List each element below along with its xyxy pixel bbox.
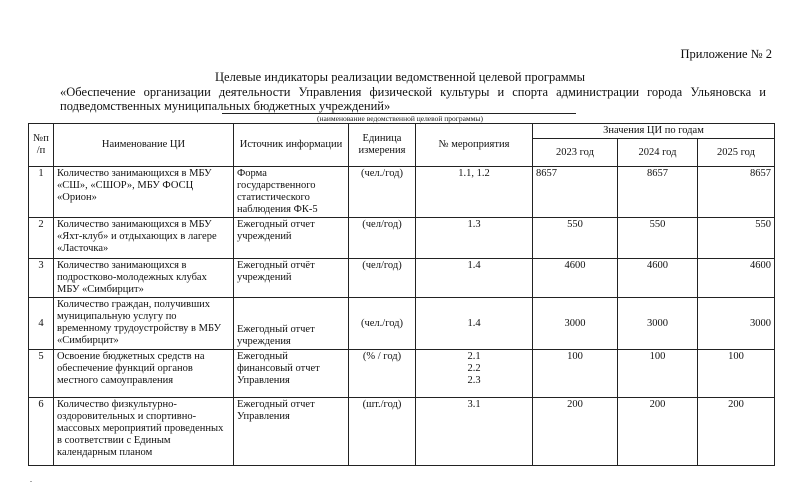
- page-mark: .: [30, 475, 32, 484]
- row-source: Ежегодный отчёт учреждений: [234, 258, 349, 297]
- row-value-2025: 8657: [698, 167, 775, 218]
- table-row: [29, 350, 775, 397]
- row-event: 1.3: [416, 218, 533, 258]
- header-unit: Единица измерения: [349, 124, 416, 167]
- table-row: [29, 397, 775, 466]
- row-unit: (чел./год): [349, 297, 416, 349]
- row-event: 1.4: [416, 258, 533, 297]
- row-value-2025: 100: [698, 350, 775, 397]
- header-year-2024: 2024 год: [618, 139, 698, 167]
- row-num: 5: [29, 350, 54, 397]
- row-value-2024: 550: [618, 218, 698, 258]
- row-value-2025: 550: [698, 218, 775, 258]
- row-name: Количество занимающихся в МБУ «Яхт-клуб» и отдыхающих в лагере «Ласточка»: [54, 218, 234, 258]
- appendix-label: Приложение № 2: [680, 47, 772, 61]
- row-event: 1.1, 1.2: [416, 167, 533, 218]
- row-unit: (чел/год): [349, 258, 416, 297]
- row-unit: (шт./год): [349, 397, 416, 466]
- row-value-2023: 200: [533, 397, 618, 466]
- table-row: [29, 167, 775, 218]
- row-num: 3: [29, 258, 54, 297]
- row-value-2025: 3000: [698, 297, 775, 349]
- row-value-2023: 100: [533, 350, 618, 397]
- row-source: Ежегодный отчет Управления: [234, 397, 349, 466]
- row-value-2023: 8657: [533, 167, 618, 218]
- header-event: № мероприятия: [416, 124, 533, 167]
- row-value-2025: 200: [698, 397, 775, 466]
- row-unit: (чел./год): [349, 167, 416, 218]
- header-source: Источник информации: [234, 124, 349, 167]
- row-value-2024: 200: [618, 397, 698, 466]
- event-number: 2.2: [467, 363, 481, 375]
- row-value-2023: 3000: [533, 297, 618, 349]
- row-name: Количество физкультурно-оздоровительных и спортивно-массовых мероприятий проведенных в соответствии с Единым календарным планом: [54, 397, 234, 466]
- row-value-2024: 3000: [618, 297, 698, 349]
- event-number: 2.1: [467, 351, 481, 363]
- row-value-2025: 4600: [698, 258, 775, 297]
- row-event: 1.4: [416, 297, 533, 349]
- row-value-2023: 550: [533, 218, 618, 258]
- document-title: Целевые индикаторы реализации ведомственной целевой программы: [215, 70, 585, 84]
- row-unit: (чел/год): [349, 218, 416, 258]
- row-value-2024: 100: [618, 350, 698, 397]
- header-values-group: Значения ЦИ по годам: [533, 124, 775, 139]
- row-unit: (% / год): [349, 350, 416, 397]
- event-number: 2.3: [467, 375, 481, 387]
- row-num: 4: [29, 297, 54, 349]
- header-year-2023: 2023 год: [533, 139, 618, 167]
- row-num: 6: [29, 397, 54, 466]
- table-row: [29, 218, 775, 258]
- row-source: Ежегодный финансовый отчет Управления: [234, 350, 349, 397]
- row-source: Ежегодный отчет учреждений: [234, 218, 349, 258]
- row-value-2023: 4600: [533, 258, 618, 297]
- row-num: 1: [29, 167, 54, 218]
- row-name: Количество граждан, получивших муниципальную услугу по временному трудоустройству в МБУ «Симбирцит»: [54, 297, 234, 349]
- row-source: Ежегодный отчет учреждения: [234, 297, 349, 349]
- program-name: «Обеспечение организации деятельности Управления физической культуры и спорта администрации города Ульяновска и подведомственных муниципальных бюджетных учреждений»: [60, 85, 766, 113]
- table-row: [29, 258, 775, 297]
- table-row: [29, 297, 775, 349]
- row-value-2024: 4600: [618, 258, 698, 297]
- row-name: Количество занимающихся в подростково-молодежных клубах МБУ «Симбирцит»: [54, 258, 234, 297]
- header-name: Наименование ЦИ: [54, 124, 234, 167]
- header-year-2025: 2025 год: [698, 139, 775, 167]
- header-num: №п /п: [29, 124, 54, 167]
- row-name: Освоение бюджетных средств на обеспечение функций органов местного самоуправления: [54, 350, 234, 397]
- indicators-table: [28, 123, 775, 466]
- row-name: Количество занимающихся в МБУ «СШ», «СШОР», МБУ ФОСЦ «Орион»: [54, 167, 234, 218]
- row-value-2024: 8657: [618, 167, 698, 218]
- program-name-caption: (наименование ведомственной целевой программы): [317, 114, 483, 123]
- row-num: 2: [29, 218, 54, 258]
- row-event: [416, 350, 533, 397]
- row-event: 3.1: [416, 397, 533, 466]
- row-source: Форма государственного статистического наблюдения ФК-5: [234, 167, 349, 218]
